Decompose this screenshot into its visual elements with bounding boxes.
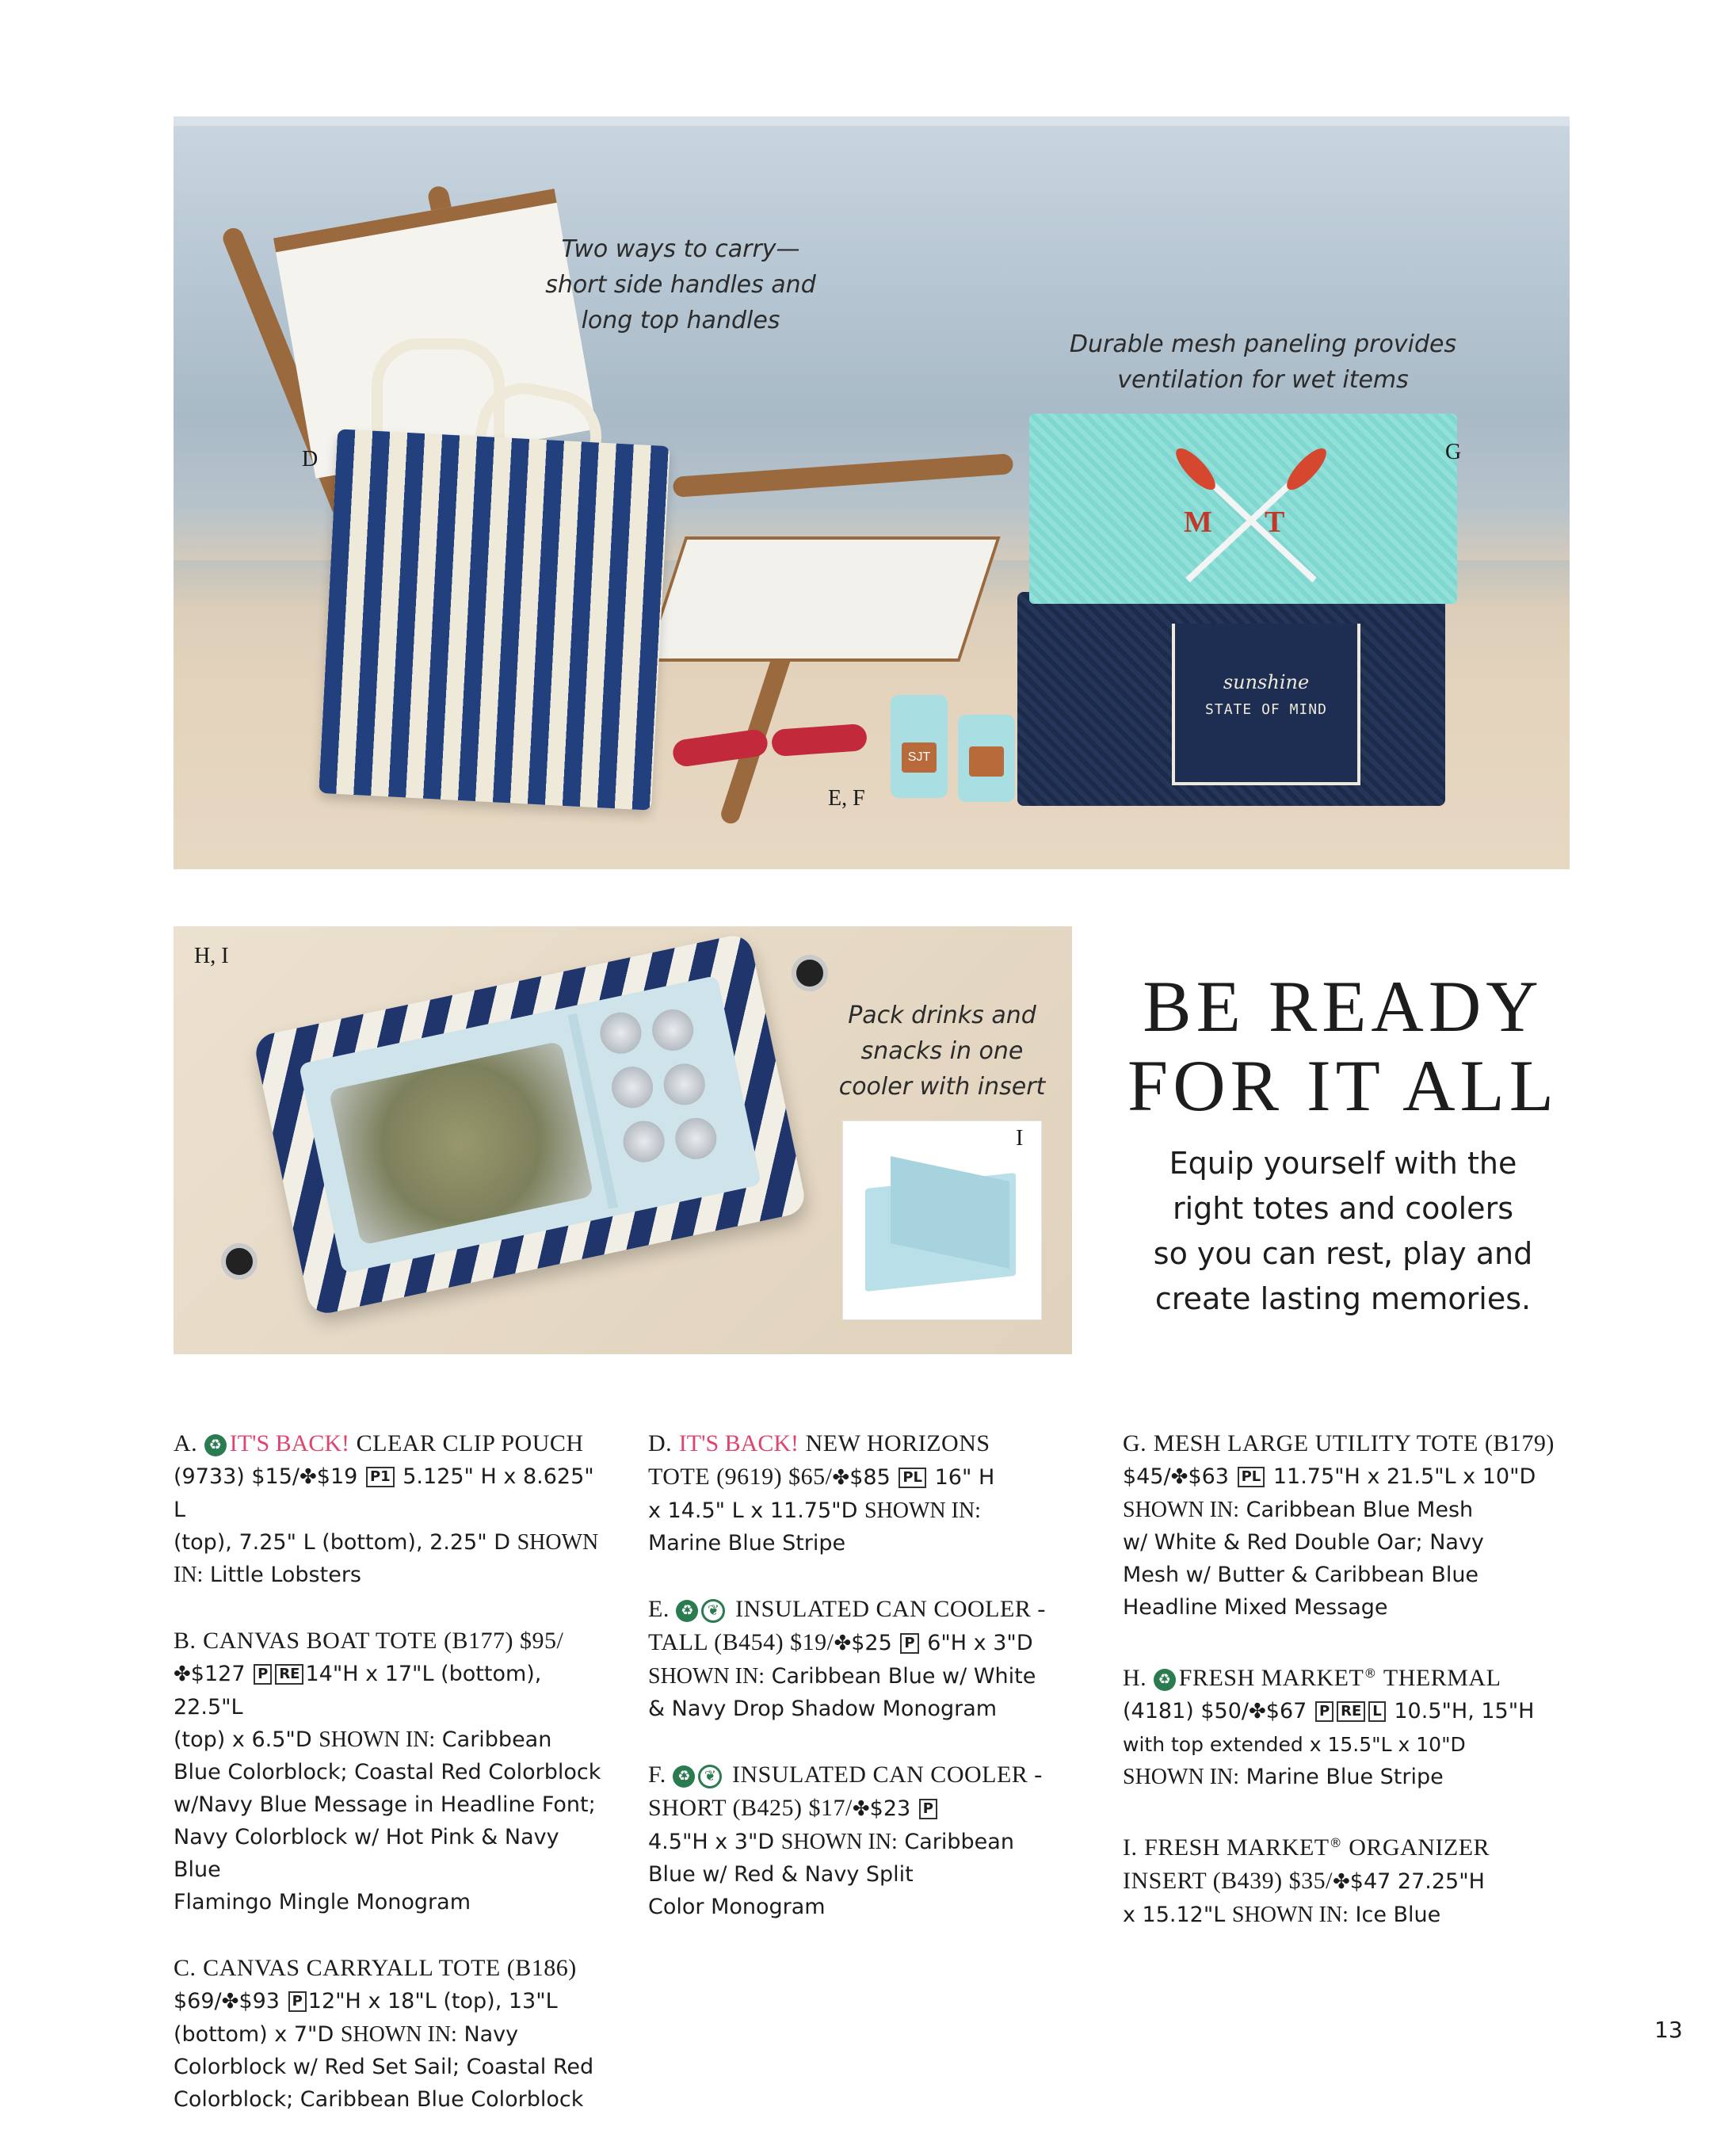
leaf-icon: ❦	[698, 1765, 722, 1788]
can-top-4	[660, 1060, 709, 1109]
chair-armrest	[673, 453, 1014, 498]
maple-leaf-icon: ✤	[174, 1662, 191, 1686]
food-container	[328, 1041, 593, 1246]
double-oar-icon	[1172, 445, 1330, 588]
page-headline: BE READY FOR IT ALL	[1127, 966, 1559, 1126]
intro-text: Equip yourself with the right totes and coolers so you can rest, play and create lasting memories.	[1153, 1146, 1533, 1316]
product-e: E. ♻ ❦ INSULATED CAN COOLER - TALL (B454) $19/✤$25 P 6"H x 3"D SHOWN IN: Caribbean Blue w/ White & Navy Drop Shadow Monogram	[648, 1596, 1046, 1721]
recycle-icon: ♻	[204, 1434, 227, 1456]
maple-leaf-icon: ✤	[832, 1466, 850, 1490]
aqua-mesh-tote	[1029, 414, 1457, 604]
label-hi: H, I	[194, 944, 229, 968]
oar-initial-m: M	[1184, 506, 1212, 539]
leaf-icon: ❦	[701, 1599, 725, 1623]
panel-script-text: sunshine	[1223, 671, 1310, 693]
tag-p: P	[900, 1633, 918, 1654]
tag-p: P	[1315, 1701, 1333, 1722]
label-g: G	[1445, 440, 1462, 464]
tag-p1: P1	[366, 1467, 395, 1487]
tag-re: RE	[1337, 1701, 1365, 1722]
product-g: G. MESH LARGE UTILITY TOTE (B179) $45/✤$63 PL 11.75"H x 21.5"L x 10"D SHOWN IN: Caribbean Blue Mesh w/ White & Red Double Oar; Navy Mesh w/ Butter & Caribbean Blue Headline Mixed Message	[1123, 1430, 1555, 1620]
maple-leaf-icon: ✤	[834, 1632, 852, 1655]
label-d: D	[302, 447, 319, 471]
tag-l: L	[1368, 1701, 1385, 1722]
maple-leaf-icon: ✤	[1332, 1870, 1350, 1894]
tag-p: P	[254, 1664, 272, 1685]
can-top-6	[671, 1114, 720, 1163]
oar-initial-t: T	[1265, 506, 1285, 539]
tag-p: P	[919, 1799, 937, 1819]
grommet-right	[792, 955, 828, 991]
cooler-interior	[299, 975, 761, 1273]
can-top-5	[620, 1117, 669, 1166]
caption-pack-drinks: Pack drinks and snacks in one cooler with insert	[838, 1002, 1046, 1101]
label-i: I	[1016, 1126, 1024, 1151]
can-cooler-short	[958, 715, 1015, 802]
label-ef: E, F	[828, 786, 865, 811]
horizon	[174, 116, 1570, 126]
caption-mesh: Durable mesh paneling provides ventilation for wet items	[1069, 330, 1457, 394]
maple-leaf-icon: ✤	[221, 1990, 239, 2013]
page-number: 13	[1654, 2017, 1683, 2043]
tag-re: RE	[275, 1664, 303, 1685]
its-back-badge: IT'S BACK!	[678, 1430, 799, 1456]
product-column-2	[648, 1427, 1076, 1956]
can-top-1	[597, 1009, 646, 1058]
panel-caps-text: STATE OF MIND	[1205, 701, 1327, 718]
can-monogram-patch: SJT	[902, 742, 937, 773]
can-top-2	[648, 1006, 697, 1055]
caption-two-ways: Two ways to carry— short side handles and long top handles	[545, 235, 816, 334]
hero-photo	[174, 116, 1570, 869]
tag-p: P	[288, 1991, 307, 2012]
maple-leaf-icon: ✤	[300, 1465, 317, 1489]
cooler-photo	[174, 926, 1072, 1354]
product-f: F. ♻ ❦ INSULATED CAN COOLER - SHORT (B425) $17/✤$23 P 4.5"H x 3"D SHOWN IN: Caribbean Blue w/ Red & Navy Split Color Monogram	[648, 1762, 1043, 1919]
product-d: D. IT'S BACK! NEW HORIZONS TOTE (9619) $65/✤$85 PL 16" H x 14.5" L x 11.75"D SHOWN IN: Marine Blue Stripe	[648, 1430, 995, 1555]
tag-pl: PL	[899, 1468, 926, 1488]
recycle-icon: ♻	[1154, 1669, 1176, 1691]
flip-flop-right	[771, 723, 868, 757]
organizer-insert-inset	[843, 1121, 1041, 1319]
product-b: B. CANVAS BOAT TOTE (B177) $95/ ✤$127 P RE 14"H x 17"L (bottom), 22.5"L (top) x 6.5"D SHOWN IN: Caribbean Blue Colorblock; Coastal Red Colorblock w/Navy Blue Message in Headline Font; Navy Colorblock w/ Hot Pink & Navy Blue Flamingo Mingle Monogram	[174, 1628, 601, 1914]
grommet-left	[221, 1243, 258, 1280]
chair-seat	[644, 536, 1000, 662]
can-cooler-tall	[891, 695, 948, 798]
product-column-3	[1123, 1427, 1566, 1964]
product-column-1	[174, 1427, 605, 2149]
maple-leaf-icon: ✤	[852, 1797, 870, 1821]
recycle-icon: ♻	[676, 1600, 698, 1622]
product-i: I. FRESH MARKET® ORGANIZER INSERT (B439) $35/✤$47 27.25"H x 15.12"L SHOWN IN: Ice Blue	[1123, 1834, 1490, 1927]
maple-leaf-icon: ✤	[1170, 1465, 1188, 1489]
can-top-3	[608, 1063, 657, 1112]
its-back-badge: IT'S BACK!	[229, 1430, 350, 1456]
product-c: C. CANVAS CARRYALL TOTE (B186) $69/✤$93 P 12"H x 18"L (top), 13"L (bottom) x 7"D SHOWN IN: Navy Colorblock w/ Red Set Sail; Coastal Red Colorblock; Caribbean Blue Colorblock	[174, 1955, 594, 2112]
navy-tote-panel	[1172, 624, 1360, 785]
tag-pl: PL	[1238, 1467, 1265, 1487]
can-monogram-patch-2	[969, 746, 1004, 777]
product-h: H. ♻ FRESH MARKET® THERMAL (4181) $50/✤$67 P RE L 10.5"H, 15"H with top extended x 15.5"L x 10"D SHOWN IN: Marine Blue Stripe	[1123, 1665, 1535, 1789]
recycle-icon: ♻	[673, 1765, 695, 1788]
striped-tote-d	[319, 429, 670, 810]
product-a: A. ♻ IT'S BACK! CLEAR CLIP POUCH (9733) $15/✤$19 P1 5.125" H x 8.625" L (top), 7.25" L (bottom), 2.25" D SHOWN IN: Little Lobsters	[174, 1430, 599, 1587]
maple-leaf-icon: ✤	[1249, 1700, 1266, 1723]
